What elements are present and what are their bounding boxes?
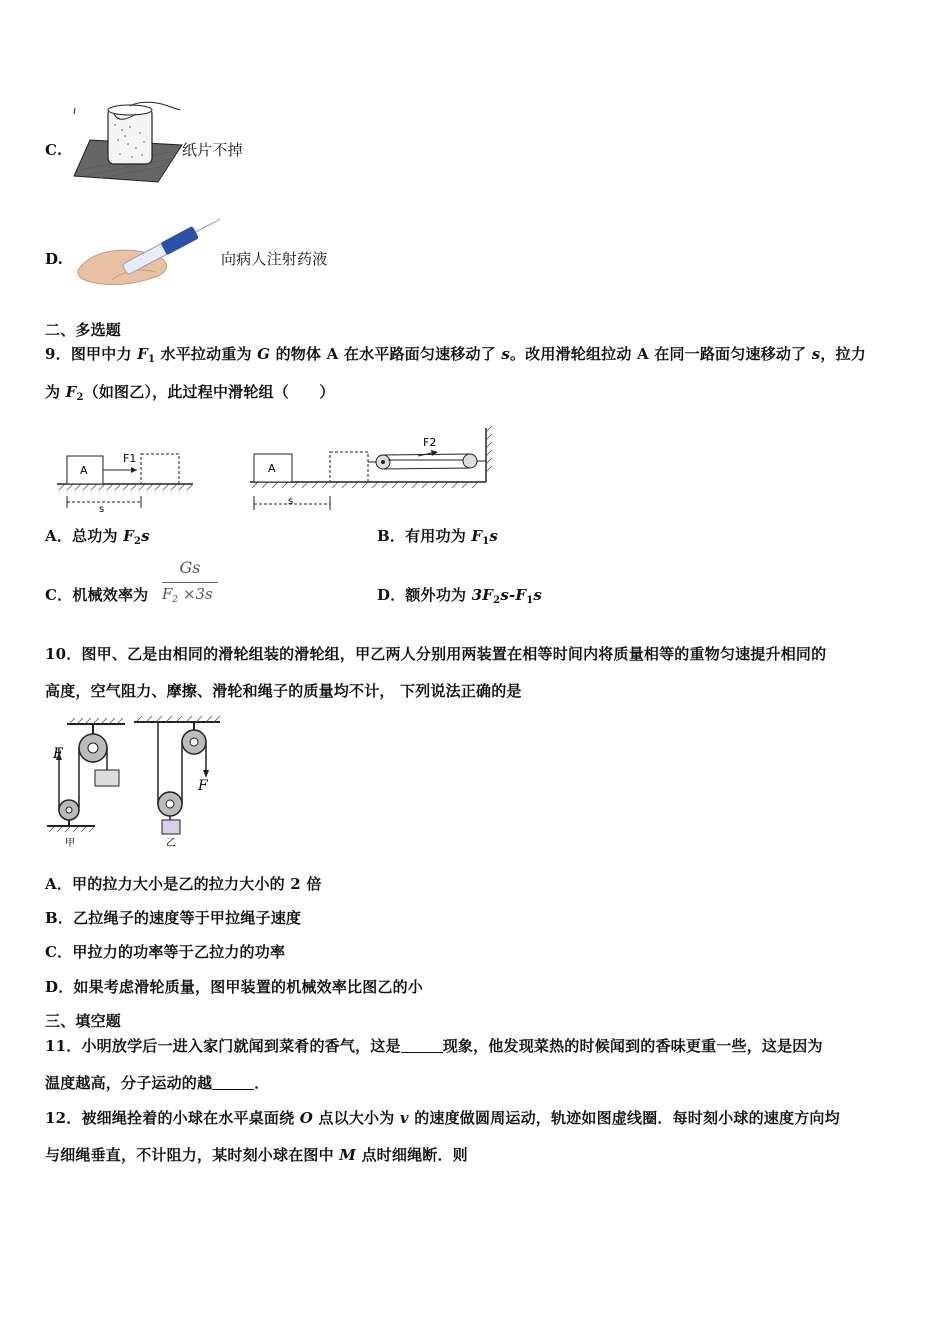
q9-line1: 9．图甲中力 $F_1$ 水平拉动重为 G 的物体 A 在水平路面匀速移动了 s。改用滑轮组拉动 A 在同一路面匀速移动了 s，拉力	[45, 345, 866, 365]
section-fill-blank-title: 三、填空题	[45, 1012, 122, 1030]
q10-option-d[interactable]: D．如果考虑滑轮质量，图甲装置的机械效率比图乙的小	[45, 978, 424, 996]
q10-line1: 10．图甲、乙是由相同的滑轮组装的滑轮组，甲乙两人分别用两装置在相等时间内将质量相等的重物匀速提升相同的	[45, 645, 827, 663]
q9-yi-label-s: s	[288, 496, 294, 507]
syringe-hand-figure	[72, 210, 220, 288]
q8-option-d-caption: 向病人注射药液	[221, 250, 328, 268]
q10-option-b[interactable]: B．乙拉绳子的速度等于甲拉绳子速度	[45, 909, 302, 927]
q11-blank-2[interactable]	[212, 1075, 254, 1090]
cup-paper-figure	[70, 100, 185, 185]
q9-option-c[interactable]: C．机械效率为	[45, 586, 149, 604]
q9-yi-label-f2: F2	[423, 436, 437, 449]
q10-option-c[interactable]: C．甲拉力的功率等于乙拉力的功率	[45, 943, 286, 961]
q8-option-c-label: C.	[45, 141, 63, 159]
q9-line2: 为 $F_2$（如图乙），此过程中滑轮组（ ）	[45, 383, 335, 403]
q10-figure-yi	[128, 714, 228, 848]
q9-option-b[interactable]: B．有用功为 $F_1s$	[377, 527, 499, 547]
q8-option-c-caption: 纸片不掉	[182, 141, 243, 159]
q9-option-d[interactable]: D．额外功为 $3F_2s-F_1s$	[377, 586, 543, 606]
q10-jia-label-f: F	[53, 746, 63, 762]
q8-option-d-label: D.	[45, 250, 64, 268]
q9-yi-label-a: A	[268, 462, 276, 475]
q11-line2: 温度越高，分子运动的越 ．	[45, 1074, 270, 1092]
q10-jia-label: 甲	[65, 838, 75, 848]
q10-option-a[interactable]: A．甲的拉力大小是乙的拉力大小的 2 倍	[45, 875, 322, 893]
q9-jia-label-a: A	[80, 464, 88, 477]
q9-figure-yi	[248, 424, 493, 514]
q9-option-c-fraction-bar	[162, 582, 218, 583]
q11-line1: 11．小明放学后一进入家门就闻到菜肴的香气，这是 现象，他发现菜热的时候闻到的香味更重一些，这是因为	[45, 1037, 823, 1055]
q9-jia-label-f1: F1	[123, 452, 137, 465]
q11-blank-1[interactable]	[401, 1038, 443, 1053]
q10-yi-label-f: F	[198, 778, 208, 794]
section-multi-choice-title: 二、多选题	[45, 321, 122, 339]
q9-figure-jia	[55, 440, 195, 515]
q9-option-c-numerator: Gs	[179, 558, 201, 577]
q12-line1: 12．被细绳拴着的小球在水平桌面绕 O 点以大小为 v 的速度做圆周运动，轨迹如图虚线圈．每时刻小球的速度方向均	[45, 1109, 840, 1127]
q10-yi-label: 乙	[166, 838, 176, 848]
q10-line2: 高度，空气阻力、摩擦、滑轮和绳子的质量均不计， 下列说法正确的是	[45, 682, 522, 700]
q12-line2: 与细绳垂直，不计阻力，某时刻小球在图中 M 点时细绳断．则	[45, 1146, 468, 1164]
q10-figure-jia	[45, 718, 130, 848]
q9-option-c-denominator: $F_2 \times 3s$	[162, 585, 213, 605]
q9-jia-label-s: s	[99, 504, 105, 515]
q9-option-a[interactable]: A．总功为 $F_2s$	[45, 527, 150, 547]
